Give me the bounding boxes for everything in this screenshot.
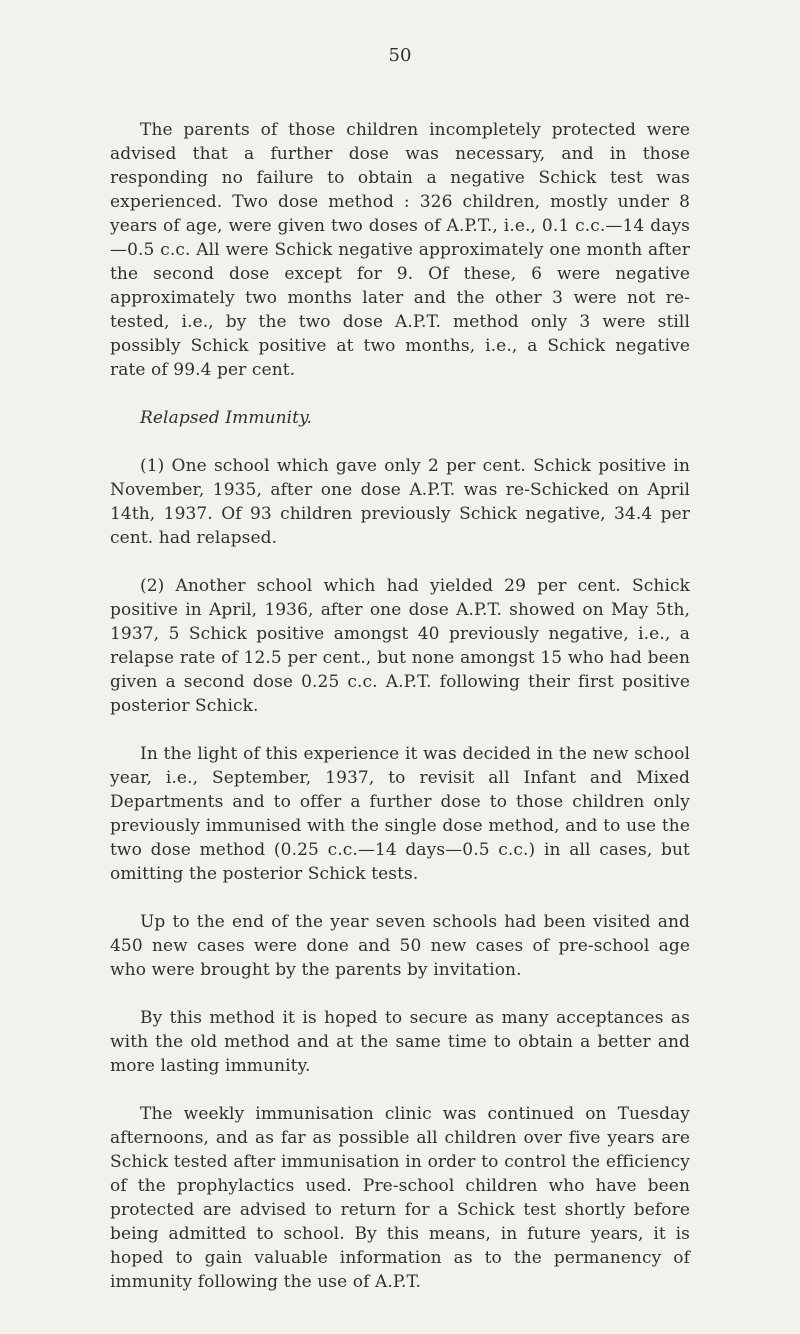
- page-number: 50: [388, 45, 412, 66]
- section-heading: Relapsed Immunity.: [140, 408, 313, 428]
- paragraph-7: The weekly immunisation clinic was continued on Tuesday afternoons, and as far as possible all children over five years are Schick tested after immunisation in order to control the efficiency of the prophylactics used. Pre-school children who have been protected are advised to return for a Schick test shortly before being admitted to school. By this means, in future years, it is hoped to gain valuable information as to the permanency of immunity following the use of A.P.T.: [110, 1104, 690, 1292]
- paragraph-4: In the light of this experience it was decided in the new school year, i.e., September, 1937, to revisit all Infant and Mixed Departments and to offer a further dose to those children only previously immunised with the single dose method, and to use the two dose method (0.25 c.c.—14 days—0.5 c.c.) in all cases, but omitting the posterior Schick tests.: [110, 744, 690, 884]
- paragraph-gap: [110, 718, 690, 742]
- paragraph-gap: [110, 430, 690, 454]
- paragraph-gap: [110, 982, 690, 1006]
- paragraph-gap: [110, 382, 690, 406]
- paragraph-3: (2) Another school which had yielded 29 per cent. Schick positive in April, 1936, after one dose A.P.T. showed on May 5th, 1937, 5 Schick positive amongst 40 previously negative, i.e., a relapse rate of 12.5 per cent., but none amongst 15 who had been given a second dose 0.25 c.c. A.P.T. following their first positive posterior Schick.: [110, 576, 690, 716]
- paragraph-5: Up to the end of the year seven schools had been visited and 450 new cases were done and 50 new cases of pre-school age who were brought by the parents by invitation.: [110, 912, 690, 980]
- paragraph-gap: [110, 886, 690, 910]
- paragraph-6: By this method it is hoped to secure as many acceptances as with the old method and at the same time to obtain a better and more lasting immunity.: [110, 1008, 690, 1076]
- paragraph-gap: [110, 550, 690, 574]
- paragraph-gap: [110, 1078, 690, 1102]
- document-body: [110, 118, 690, 1294]
- paragraph-2: (1) One school which gave only 2 per cent. Schick positive in November, 1935, after one dose A.P.T. was re-Schicked on April 14th, 1937. Of 93 children previously Schick negative, 34.4 per cent. had relapsed.: [110, 456, 690, 548]
- paragraph-1: The parents of those children incompletely protected were advised that a further dose was necessary, and in those responding no failure to obtain a negative Schick test was experienced. Two dose method : 326 children, mostly under 8 years of age, were given two doses of A.P.T., i.e., 0.1 c.c.—14 days—0.5 c.c. All were Schick negative approximately one month after the second dose except for 9. Of these, 6 were negative approximately two months later and the other 3 were not re-tested, i.e., by the two dose A.P.T. method only 3 were still possibly Schick positive at two months, i.e., a Schick negative rate of 99.4 per cent.: [110, 120, 690, 380]
